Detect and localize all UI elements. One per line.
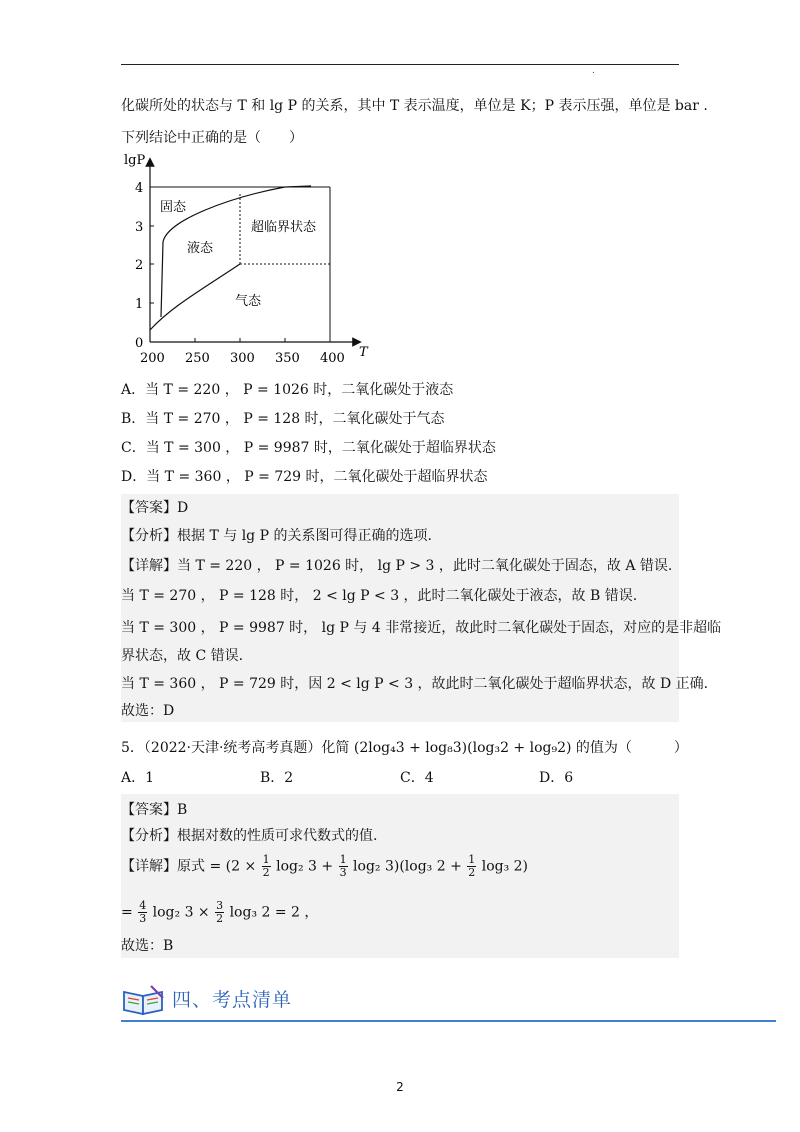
y-tick-label-4: 4 <box>135 181 144 196</box>
answer5-line2-end: log₃ 2 = 2 ， <box>229 904 319 921</box>
answer5-choice: 故选：B <box>121 938 174 954</box>
y-tick-label-2: 2 <box>135 258 144 273</box>
phase-diagram <box>121 152 381 372</box>
answer-box-q5 <box>121 794 679 958</box>
region-label-liquid: 液态 <box>187 241 214 256</box>
fraction-three-halves <box>215 900 224 925</box>
fraction-numerator: 1 <box>262 853 270 866</box>
question-stem-line1: 化碳所处的状态与 T 和 lg P 的关系，其中 T 表示温度，单位是 K；P 表示压强，单位是 bar . <box>121 98 708 114</box>
fraction-denominator: 2 <box>262 866 270 879</box>
option-a: A．当 T = 220 ， P = 1026 时，二氧化碳处于液态 <box>121 382 454 398</box>
header-dot: . <box>592 66 595 76</box>
answer5-analysis: 【分析】根据对数的性质可求代数式的值. <box>121 828 378 844</box>
q5-option-b: B．2 <box>260 770 294 786</box>
section-rule <box>121 1020 776 1022</box>
header-rule <box>121 64 679 65</box>
option-c: C．当 T = 300 ， P = 9987 时，二氧化碳处于超临界状态 <box>121 440 496 456</box>
region-label-supercritical: 超临界状态 <box>251 220 317 235</box>
answer5-line2-mid: log₂ 3 × <box>152 904 210 921</box>
region-label-gas: 气态 <box>235 294 262 309</box>
option-d: D．当 T = 360 ， P = 729 时，二氧化碳处于超临界状态 <box>121 469 488 485</box>
option-b: B．当 T = 270 ， P = 128 时，二氧化碳处于气态 <box>121 411 445 427</box>
answer5-answer: 【答案】B <box>121 802 188 818</box>
answer5-detail-prefix: 【详解】原式 = (2 × <box>121 858 257 875</box>
answer4-detail1: 【详解】当 T = 220 ， P = 1026 时， lg P > 3 ，此时二氧化碳处于固态，故 A 错误. <box>121 558 673 574</box>
fraction-denominator: 2 <box>216 912 224 925</box>
answer5-detail-mid2: log₂ 3)(log₃ 2 + <box>353 858 462 875</box>
y-tick-label-0: 0 <box>135 336 144 351</box>
answer4-detail4: 界状态，故 C 错误. <box>121 648 244 664</box>
fraction-numerator: 3 <box>216 899 224 912</box>
x-tick-label-200: 200 <box>140 351 165 366</box>
y-tick-label-3: 3 <box>135 220 144 235</box>
answer4-detail5: 当 T = 360 ， P = 729 时，因 2 < lg P < 3 ，故此时二氧化碳处于超临界状态，故 D 正确. <box>121 676 709 692</box>
answer5-detail-line1 <box>121 854 528 879</box>
region-label-solid: 固态 <box>160 200 187 215</box>
fraction-numerator: 1 <box>468 853 476 866</box>
answer4-detail3: 当 T = 300 ， P = 9987 时， lg P 与 4 非常接近，故此时二氧化碳处于固态，对应的是非超临 <box>121 620 722 636</box>
fraction-numerator: 1 <box>339 853 347 866</box>
q5-option-a: A．1 <box>121 770 155 786</box>
x-tick-label-250: 250 <box>185 351 210 366</box>
answer5-detail-end: log₃ 2) <box>481 858 529 875</box>
y-tick-label-1: 1 <box>135 297 144 312</box>
answer4-choice: 故选：D <box>121 703 175 719</box>
x-tick-label-400: 400 <box>320 351 345 366</box>
x-tick-label-350: 350 <box>275 351 300 366</box>
fraction-numerator: 4 <box>139 899 147 912</box>
question-stem-line2: 下列结论中正确的是（ ） <box>121 130 303 146</box>
x-tick-label-300: 300 <box>230 351 255 366</box>
fraction-denominator: 3 <box>339 866 347 879</box>
answer5-detail-mid1: log₂ 3 + <box>276 858 334 875</box>
book-icon <box>121 984 167 1016</box>
fraction-one-half <box>467 854 476 879</box>
q5-stem: 5．（2022·天津·统考高考真题）化简 (2log₄3 + log₈3)(log₃2 + log₉2) 的值为（ ） <box>121 740 688 756</box>
answer5-line2-prefix: = <box>121 904 133 921</box>
answer5-detail-line2 <box>121 900 318 925</box>
x-axis-label: T <box>359 345 368 360</box>
page-number: 2 <box>396 1080 404 1094</box>
fraction-four-thirds <box>138 900 147 925</box>
gas-liquid-curve <box>150 264 240 330</box>
fraction-one-half <box>262 854 271 879</box>
fraction-one-third <box>339 854 348 879</box>
answer4-detail2: 当 T = 270 ， P = 128 时， 2 < lg P < 3 ，此时二氧化碳处于液态，故 B 错误. <box>121 588 638 604</box>
answer-box-q4 <box>121 494 722 722</box>
section-title: 四、考点清单 <box>172 989 293 1011</box>
fraction-denominator: 2 <box>468 866 476 879</box>
q5-option-d: D．6 <box>539 770 574 786</box>
fraction-denominator: 3 <box>139 912 147 925</box>
answer4-answer: 【答案】D <box>121 500 189 516</box>
q5-option-c: C．4 <box>400 770 434 786</box>
answer4-analysis: 【分析】根据 T 与 lg P 的关系图可得正确的选项. <box>121 528 432 544</box>
y-axis-label: lgP <box>124 153 146 168</box>
